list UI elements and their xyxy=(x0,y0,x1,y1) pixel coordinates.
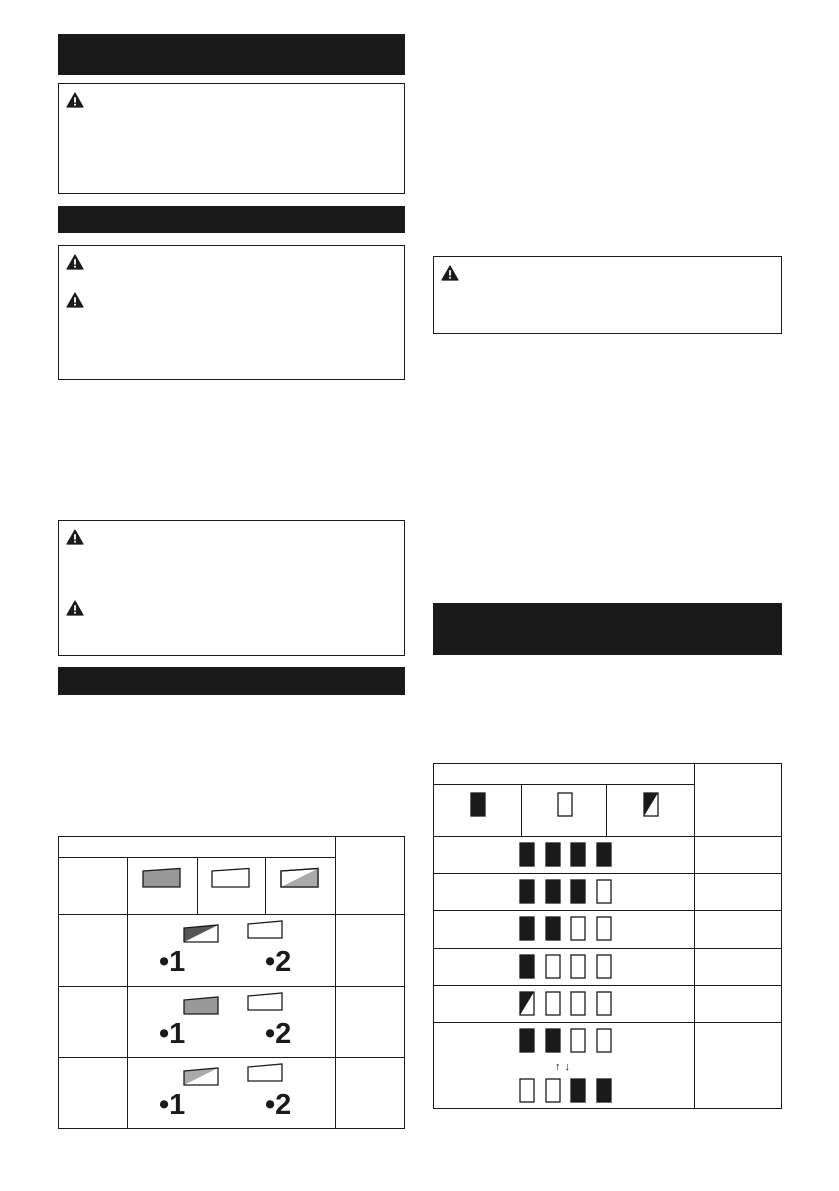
unlit-square-icon xyxy=(519,1078,536,1104)
lit-square-icon xyxy=(519,879,536,905)
section-header-bar-4 xyxy=(433,603,782,655)
warning-box-1 xyxy=(58,83,405,194)
section-header-bar-3 xyxy=(58,667,405,695)
warning-box-2 xyxy=(58,245,405,380)
lit-square-icon xyxy=(545,916,562,942)
lamp-off-icon xyxy=(246,991,286,1015)
unlit-square-icon xyxy=(570,954,587,980)
unlit-square-icon xyxy=(596,916,613,942)
lamp-mark-1: •1 xyxy=(159,1018,186,1050)
unlit-square-icon xyxy=(596,991,613,1017)
lamp-blinking-icon xyxy=(182,1066,222,1090)
unlit-square-icon xyxy=(570,991,587,1017)
lamp-mark-1: •1 xyxy=(159,946,186,978)
unlit-square-icon xyxy=(596,879,613,905)
lit-square-icon xyxy=(596,1078,613,1104)
half-lit-square-icon xyxy=(519,991,536,1017)
lit-square-icon xyxy=(519,1028,536,1054)
lit-square-icon xyxy=(545,1028,562,1054)
unlit-square-icon xyxy=(570,1028,587,1054)
lit-square-icon xyxy=(470,792,486,818)
lit-square-icon xyxy=(519,954,536,980)
lamp-blinking-icon xyxy=(182,923,222,947)
lamp-mark-1: •1 xyxy=(159,1089,186,1121)
lamp-off-icon xyxy=(246,919,286,943)
half-lit-square-icon xyxy=(643,792,659,818)
warning-box-3 xyxy=(58,520,405,656)
unlit-square-icon xyxy=(596,954,613,980)
alternating-arrows: ↑↓ xyxy=(555,1061,574,1073)
unlit-square-icon xyxy=(545,1078,562,1104)
lamp-blinking-icon xyxy=(278,867,322,891)
lamp-on-gray-icon xyxy=(140,867,184,891)
lit-square-icon xyxy=(596,842,613,868)
lamp-off-icon xyxy=(246,1062,286,1086)
warning-box-4 xyxy=(433,256,782,334)
lamp-off-icon xyxy=(209,867,253,891)
section-header-bar-1 xyxy=(58,34,405,75)
unlit-square-icon xyxy=(596,1028,613,1054)
unlit-square-icon xyxy=(545,954,562,980)
lit-square-icon xyxy=(545,842,562,868)
section-header-bar-2 xyxy=(58,206,405,233)
warning-triangle-icon xyxy=(66,254,84,270)
lamp-mark-2: •2 xyxy=(265,1018,292,1050)
lit-square-icon xyxy=(570,842,587,868)
lit-square-icon xyxy=(570,879,587,905)
warning-triangle-icon xyxy=(66,600,84,616)
warning-triangle-icon xyxy=(66,292,84,308)
warning-triangle-icon xyxy=(66,529,84,545)
unlit-square-icon xyxy=(557,792,573,818)
lamp-mark-2: •2 xyxy=(265,1089,292,1121)
lamp-mark-2: •2 xyxy=(265,946,292,978)
lit-square-icon xyxy=(570,1078,587,1104)
lit-square-icon xyxy=(519,842,536,868)
lit-square-icon xyxy=(545,879,562,905)
warning-triangle-icon xyxy=(66,92,84,108)
warning-triangle-icon xyxy=(441,265,459,281)
unlit-square-icon xyxy=(570,916,587,942)
indicator-lamp-table xyxy=(58,836,405,1129)
unlit-square-icon xyxy=(545,991,562,1017)
lit-square-icon xyxy=(519,916,536,942)
remaining-capacity-table xyxy=(433,763,782,1109)
lamp-on-gray-icon xyxy=(182,995,222,1019)
